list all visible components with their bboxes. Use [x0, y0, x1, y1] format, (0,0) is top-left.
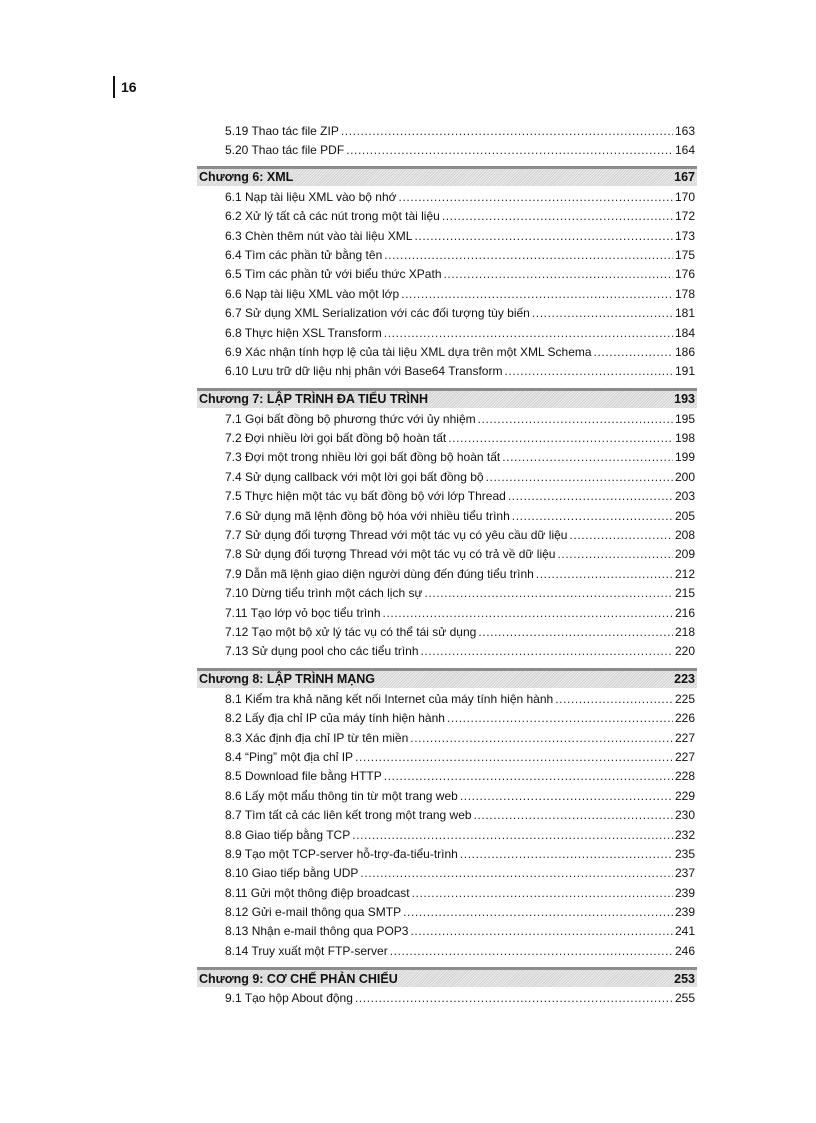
toc-entry[interactable]	[197, 806, 697, 825]
toc-entry-title: 6.6 Nạp tài liệu XML vào một lớp	[225, 286, 400, 301]
toc-entry-page: 230	[674, 808, 695, 823]
toc-entry-title: 8.2 Lấy địa chỉ IP của máy tính hiện hành	[225, 711, 445, 726]
table-of-contents	[197, 122, 697, 1009]
toc-entry-title: 5.19 Thao tác file ZIP	[225, 124, 339, 138]
toc-entry[interactable]	[197, 545, 697, 564]
toc-entry-page: 246	[674, 943, 695, 958]
toc-entry-page: 184	[674, 325, 695, 340]
toc-entry[interactable]	[197, 748, 697, 767]
dot-leader	[504, 362, 673, 381]
toc-entry[interactable]	[197, 584, 697, 603]
toc-entry-page: 172	[674, 209, 695, 224]
toc-entry[interactable]	[197, 989, 697, 1008]
toc-entry[interactable]	[197, 903, 697, 922]
toc-entry-title: 6.4 Tìm các phần tử bằng tên	[225, 247, 383, 262]
toc-entry[interactable]	[197, 565, 697, 584]
chapter-title: Chương 6: XML	[199, 170, 294, 185]
dot-leader	[594, 343, 673, 362]
toc-entry[interactable]	[197, 767, 697, 786]
toc-entry-page: 232	[674, 827, 695, 842]
toc-entry[interactable]	[197, 468, 697, 487]
toc-entry-title: 7.12 Tạo một bộ xử lý tác vụ có thể tái sử dụng	[225, 624, 477, 639]
toc-entry-title: 7.4 Sử dụng callback với một lời gọi bất đồng bộ	[225, 469, 484, 484]
toc-entry[interactable]	[197, 845, 697, 864]
chapter-title: Chương 8: LẬP TRÌNH MẠNG	[199, 672, 376, 687]
dot-leader	[390, 942, 673, 961]
toc-entry[interactable]	[197, 141, 697, 160]
toc-entry[interactable]	[197, 429, 697, 448]
header-rule	[113, 76, 115, 98]
toc-entry[interactable]	[197, 729, 697, 748]
dot-leader	[557, 545, 673, 564]
toc-entry-title: 8.1 Kiểm tra khả năng kết nối Internet của máy tính hiện hành	[225, 691, 554, 706]
dot-leader	[478, 623, 673, 642]
toc-entry-title: 8.12 Gửi e-mail thông qua SMTP	[225, 905, 402, 920]
dot-leader	[536, 565, 673, 584]
toc-entry-page: 226	[674, 711, 695, 726]
toc-entry-title: 8.14 Truy xuất một FTP-server	[225, 943, 388, 958]
dot-leader	[421, 642, 673, 661]
page-number: 16	[121, 79, 137, 95]
toc-entry-title: 7.9 Dẫn mã lệnh giao diện người dùng đến đúng tiểu trình	[225, 566, 534, 581]
dot-leader	[555, 690, 673, 709]
dot-leader	[401, 285, 673, 304]
toc-entry-page: 227	[674, 749, 695, 764]
toc-entry-page: 199	[674, 450, 695, 465]
dot-leader	[383, 604, 673, 623]
dot-leader	[403, 903, 673, 922]
toc-entry-page: 229	[674, 788, 695, 803]
chapter-title: Chương 7: LẬP TRÌNH ĐA TIỂU TRÌNH	[199, 392, 429, 407]
dot-leader	[384, 767, 673, 786]
toc-entry-page: 239	[674, 885, 695, 900]
toc-entry-title: 8.7 Tìm tất cả các liên kết trong một trang web	[225, 808, 472, 823]
dot-leader	[447, 709, 673, 728]
toc-entry-title: 6.10 Lưu trữ dữ liệu nhị phân với Base64 Transform	[225, 364, 503, 379]
toc-entry-page: 220	[674, 644, 695, 659]
toc-entry-page: 186	[674, 344, 695, 359]
chapter-page: 167	[674, 170, 695, 185]
toc-entry-page: 237	[674, 866, 695, 881]
dot-leader	[410, 729, 673, 748]
toc-entry-title: 8.8 Giao tiếp bằng TCP	[225, 827, 351, 842]
toc-entry[interactable]	[197, 642, 697, 661]
toc-entry-title: 6.8 Thực hiện XSL Transform	[225, 325, 382, 340]
toc-entry-page: 176	[674, 267, 695, 282]
toc-entry[interactable]	[197, 207, 697, 226]
toc-entry-page: 216	[674, 605, 695, 620]
dot-leader	[399, 188, 673, 207]
toc-entry-page: 181	[674, 306, 695, 321]
toc-entry[interactable]	[197, 246, 697, 265]
toc-entry[interactable]	[197, 410, 697, 429]
dot-leader	[512, 507, 673, 526]
dot-leader	[355, 748, 673, 767]
toc-entry[interactable]	[197, 787, 697, 806]
toc-entry-page: 200	[674, 469, 695, 484]
toc-entry[interactable]	[197, 304, 697, 323]
toc-entry[interactable]	[197, 362, 697, 381]
toc-entry-page: 227	[674, 730, 695, 745]
toc-entry[interactable]	[197, 122, 697, 141]
toc-entry-title: 6.9 Xác nhận tính hợp lệ của tài liệu XML dựa trên một XML Schema	[225, 344, 592, 359]
toc-entry[interactable]	[197, 526, 697, 545]
dot-leader	[384, 324, 673, 343]
dot-leader	[460, 845, 673, 864]
toc-entry[interactable]	[197, 343, 697, 362]
dot-leader	[346, 141, 673, 160]
toc-entry-title: 8.4 “Ping” một địa chỉ IP	[225, 749, 354, 764]
chapter-heading[interactable]	[197, 967, 697, 987]
dot-leader	[444, 265, 673, 284]
page-header	[113, 76, 137, 98]
toc-entry-title: 6.2 Xử lý tất cả các nút trong một tài liệu	[225, 209, 440, 224]
toc-entry[interactable]	[197, 227, 697, 246]
toc-entry-page: 173	[674, 228, 695, 243]
dot-leader	[478, 410, 673, 429]
dot-leader	[355, 989, 673, 1008]
dot-leader	[352, 826, 673, 845]
toc-entry[interactable]	[197, 690, 697, 709]
dot-leader	[410, 922, 673, 941]
dot-leader	[460, 787, 673, 806]
toc-entry[interactable]	[197, 864, 697, 883]
toc-entry-title: 7.3 Đợi một trong nhiều lời gọi bất đồng bộ hoàn tất	[225, 450, 501, 465]
toc-entry-title: 7.1 Gọi bất đồng bộ phương thức với ủy nhiệm	[225, 411, 476, 426]
toc-entry-page: 209	[674, 547, 695, 562]
dot-leader	[412, 884, 673, 903]
toc-entry[interactable]	[197, 942, 697, 961]
dot-leader	[442, 207, 673, 226]
dot-leader	[414, 227, 673, 246]
toc-entry-title: 7.10 Dừng tiểu trình một cách lịch sự	[225, 586, 423, 601]
chapter-page: 193	[674, 392, 695, 407]
toc-entry[interactable]	[197, 826, 697, 845]
toc-entry-title: 6.7 Sử dụng XML Serialization với các đối tượng tùy biến	[225, 306, 530, 321]
toc-entry-title: 6.3 Chèn thêm nút vào tài liệu XML	[225, 228, 413, 243]
toc-entry[interactable]	[197, 709, 697, 728]
toc-entry[interactable]	[197, 922, 697, 941]
toc-entry-page: 195	[674, 411, 695, 426]
toc-entry-page: 170	[674, 189, 695, 204]
toc-entry-title: 8.10 Giao tiếp bằng UDP	[225, 866, 359, 881]
toc-entry-title: 7.7 Sử dụng đối tượng Thread với một tác vụ có yêu cầu dữ liệu	[225, 528, 568, 543]
toc-entry-title: 7.8 Sử dụng đối tượng Thread với một tác vụ có trả về dữ liệu	[225, 547, 556, 562]
toc-entry-page: 203	[674, 489, 695, 504]
toc-entry[interactable]	[197, 188, 697, 207]
dot-leader	[569, 526, 673, 545]
toc-entry-title: 8.11 Gửi một thông điệp broadcast	[225, 885, 410, 900]
toc-entry[interactable]	[197, 604, 697, 623]
toc-entry-page: 164	[674, 143, 695, 158]
dot-leader	[474, 806, 673, 825]
dot-leader	[425, 584, 673, 603]
toc-entry-page: 163	[674, 124, 695, 138]
toc-entry-page: 205	[674, 508, 695, 523]
toc-entry-page: 235	[674, 846, 695, 861]
toc-entry-title: 5.20 Thao tác file PDF	[225, 143, 345, 158]
toc-entry[interactable]	[197, 884, 697, 903]
toc-entry-title: 9.1 Tạo hộp About động	[225, 991, 353, 1006]
toc-entry-page: 191	[674, 364, 695, 379]
toc-entry-title: 7.11 Tạo lớp vỏ bọc tiểu trình	[225, 605, 381, 620]
toc-entry[interactable]	[197, 623, 697, 642]
toc-entry-page: 218	[674, 624, 695, 639]
toc-entry-title: 7.5 Thực hiện một tác vụ bất đồng bộ với lớp Thread	[225, 489, 506, 504]
toc-entry-title: 8.13 Nhận e-mail thông qua POP3	[225, 924, 409, 939]
toc-entry-page: 228	[674, 769, 695, 784]
chapter-heading[interactable]	[197, 388, 697, 408]
dot-leader	[502, 448, 673, 467]
dot-leader	[360, 864, 673, 883]
toc-entry-title: 6.1 Nạp tài liệu XML vào bộ nhớ	[225, 189, 397, 204]
toc-entry[interactable]	[197, 285, 697, 304]
toc-entry[interactable]	[197, 265, 697, 284]
toc-entry-page: 239	[674, 905, 695, 920]
chapter-page: 223	[674, 672, 695, 687]
dot-leader	[508, 487, 673, 506]
toc-entry-page: 212	[674, 566, 695, 581]
toc-entry-title: 8.6 Lấy một mẩu thông tin từ một trang web	[225, 788, 458, 803]
toc-entry-page: 255	[674, 991, 695, 1006]
chapter-title: Chương 9: CƠ CHẾ PHẢN CHIẾU	[199, 971, 398, 986]
toc-entry-title: 6.5 Tìm các phần tử với biểu thức XPath	[225, 267, 442, 282]
toc-entry-page: 208	[674, 528, 695, 543]
toc-entry-title: 8.5 Download file bằng HTTP	[225, 769, 382, 784]
toc-entry-title: 8.3 Xác định địa chỉ IP từ tên miền	[225, 730, 409, 745]
dot-leader	[486, 468, 673, 487]
toc-entry-page: 175	[674, 247, 695, 262]
chapter-heading[interactable]	[197, 166, 697, 186]
toc-entry[interactable]	[197, 324, 697, 343]
toc-entry-page: 215	[674, 586, 695, 601]
toc-entry-title: 7.13 Sử dụng pool cho các tiểu trình	[225, 644, 419, 659]
toc-entry-title: 7.6 Sử dụng mã lệnh đồng bộ hóa với nhiều tiểu trình	[225, 508, 510, 523]
toc-entry-page: 241	[674, 924, 695, 939]
dot-leader	[532, 304, 673, 323]
toc-entry-page: 198	[674, 431, 695, 446]
dot-leader	[448, 429, 673, 448]
chapter-page: 253	[674, 971, 695, 986]
toc-entry-title: 8.9 Tạo một TCP-server hỗ-trợ-đa-tiểu-trình	[225, 846, 458, 861]
dot-leader	[384, 246, 673, 265]
dot-leader	[341, 122, 673, 141]
toc-entry[interactable]	[197, 487, 697, 506]
toc-entry[interactable]	[197, 448, 697, 467]
chapter-heading[interactable]	[197, 668, 697, 688]
toc-entry-page: 178	[674, 286, 695, 301]
toc-entry-page: 225	[674, 691, 695, 706]
toc-entry[interactable]	[197, 507, 697, 526]
toc-entry-title: 7.2 Đợi nhiều lời gọi bất đồng bộ hoàn tất	[225, 431, 447, 446]
